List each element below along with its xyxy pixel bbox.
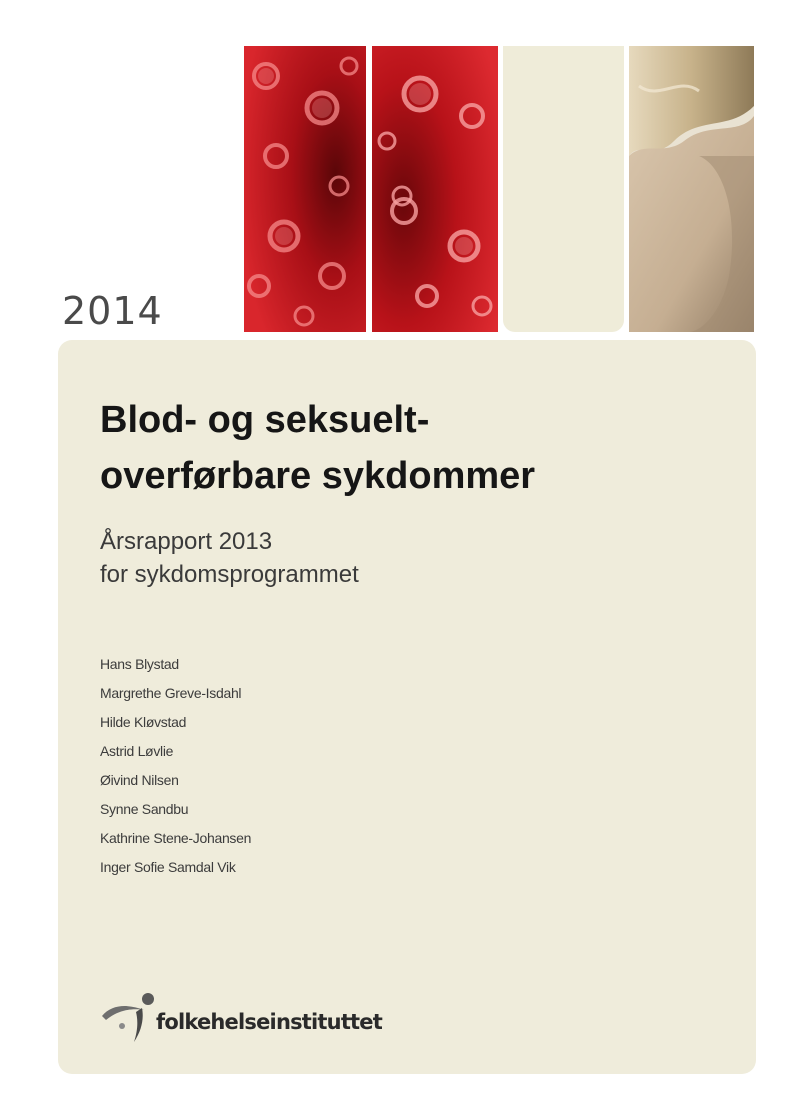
author-name: Margrethe Greve-Isdahl [100,685,242,701]
report-subtitle [100,525,359,591]
subtitle-line-1: Årsrapport 2013 [100,528,273,555]
subtitle-line-2: for sykdomsprogrammet [100,561,359,588]
author-name: Astrid Løvlie [100,743,174,759]
author-name: Øivind Nilsen [100,772,179,788]
plain-beige-panel [503,46,624,332]
blood-cells-photo-left [244,46,366,332]
title-line-1: Blod- og seksuelt- [100,399,430,441]
author-name: Kathrine Stene-Johansen [100,830,252,846]
title-line-2: overførbare sykdommer [100,455,536,497]
publisher-logo [98,990,438,1042]
author-list [100,650,251,882]
cover-card [58,340,756,1074]
woman-portrait-photo [629,46,754,332]
publisher-name: folkehelseinstituttet [156,1010,382,1034]
author-name: Hans Blystad [100,656,179,672]
author-name: Synne Sandbu [100,801,189,817]
report-title [100,392,535,504]
author-name: Hilde Kløvstad [100,714,187,730]
blood-cells-photo-right [372,46,498,332]
year-label: 2014 [62,289,163,333]
author-name: Inger Sofie Samdal Vik [100,859,236,875]
person-swoosh-logo-icon [98,990,158,1046]
